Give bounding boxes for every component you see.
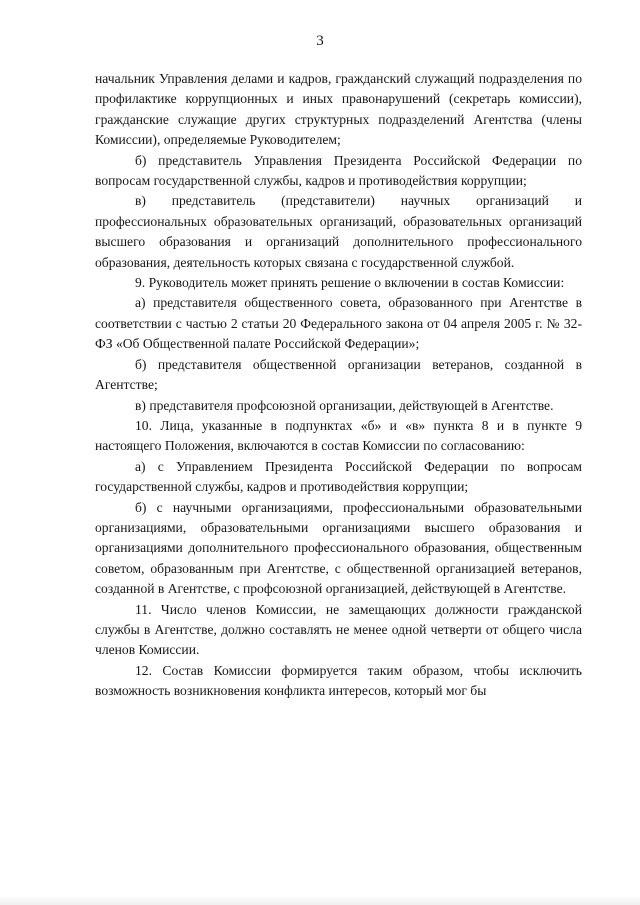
paragraph-10: 10. Лица, указанные в подпунктах «б» и «в» пункта 8 и в пункте 9 настоящего Положения, включаются в состав Комиссии по согласованию: <box>95 417 582 454</box>
paragraph-8b: б) представитель Управления Президента Российской Федерации по вопросам государственной службы, кадров и противодействия коррупции; <box>95 152 582 189</box>
scan-bottom-edge <box>0 895 640 905</box>
paragraph-9b: б) представителя общественной организации ветеранов, созданной в Агентстве; <box>95 356 582 393</box>
paragraph-10b: б) с научными организациями, профессиональными образовательными организациями, образовательными организациями высшего образования и организациями дополнительного профессионального образования, общественным советом, образованным при Агентстве, с общественной организацией ветеранов, созданной в Агентстве, с профсоюзной организацией, действующей в Агентстве. <box>95 499 582 597</box>
paragraph-9a: а) представителя общественного совета, образованного при Агентстве в соответствии с частью 2 статьи 20 Федерального закона от 04 апреля 2005 г. № 32-ФЗ «Об Общественной палате Российской Федерации»; <box>95 295 582 352</box>
paragraph-11: 11. Число членов Комиссии, не замещающих должности гражданской службы в Агентстве, должно составлять не менее одной четверти от общего числа членов Комиссии. <box>95 601 582 658</box>
page-number: 3 <box>316 33 324 49</box>
document-body <box>95 69 582 702</box>
paragraph-12: 12. Состав Комиссии формируется таким образом, чтобы исключить возможность возникновения конфликта интересов, который мог бы <box>95 662 582 699</box>
paragraph-9: 9. Руководитель может принять решение о включении в состав Комиссии: <box>135 275 565 291</box>
paragraph-10a: а) с Управлением Президента Российской Федерации по вопросам государственной службы, кадров и противодействия коррупции; <box>95 458 582 495</box>
paragraph-8v: в) представитель (представители) научных организаций и профессиональных образовательных организаций, образовательных организаций высшего образования и организаций дополнительного профессионального образования, деятельность которых связана с государственной службой. <box>95 193 582 270</box>
paragraph-9v: в) представителя профсоюзной организации, действующей в Агентстве. <box>135 397 554 413</box>
paragraph-8a-continued: начальник Управления делами и кадров, гражданский служащий подразделения по профилактике коррупционных и иных правонарушений (секретарь комиссии), гражданские служащие других структурных подразделений Агентства (члены Комиссии), определяемые Руководителем; <box>95 71 582 148</box>
